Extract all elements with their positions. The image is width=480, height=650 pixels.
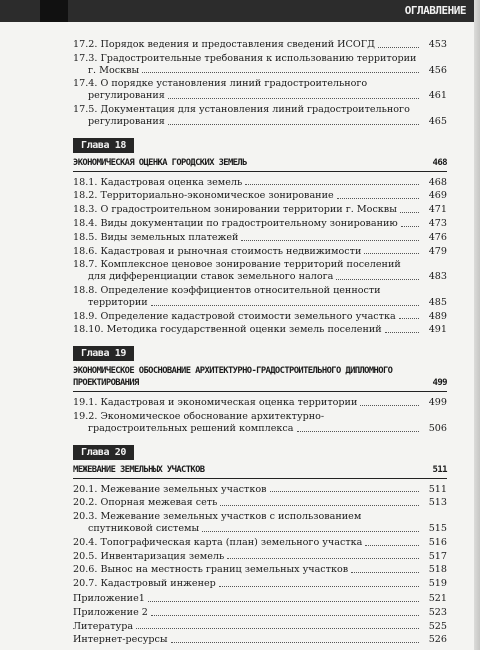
toc-page-number: 506 [428, 422, 447, 434]
toc-entry [73, 593, 447, 605]
toc-entry [73, 218, 447, 230]
toc-entry [73, 190, 447, 202]
toc-page-number: 519 [428, 578, 447, 590]
table-of-contents [73, 39, 447, 648]
toc-entry [73, 621, 447, 633]
dot-leader [364, 253, 419, 254]
toc-entry-title: 20.5. Инвентаризация земель [73, 550, 225, 562]
toc-entry-title: Интернет-ресурсы [73, 634, 168, 646]
dot-leader [337, 198, 419, 199]
toc-page-number: 518 [428, 564, 447, 576]
toc-entry-title: 19.2. Экономическое обоснование архитектурно-градостроительных решений комплекса [73, 410, 325, 434]
toc-page-number: 517 [428, 550, 447, 562]
toc-entry-title: Приложение1 [73, 592, 145, 604]
toc-entry [73, 232, 447, 244]
dot-leader [385, 332, 419, 333]
chapter-page-number: 499 [432, 378, 447, 389]
chapter-heading [73, 440, 447, 479]
dot-leader [148, 601, 419, 602]
chapter-rule [73, 391, 447, 392]
toc-page-number: 485 [428, 296, 447, 308]
dot-leader [360, 405, 419, 406]
toc-entry-title: 20.1. Межевание земельных участков [73, 483, 267, 495]
toc-entry [73, 511, 447, 535]
toc-page-number: 456 [428, 64, 447, 76]
dot-leader [142, 72, 419, 73]
chapter-label: Глава 20 [73, 445, 134, 460]
toc-entry-title: 20.4. Топографическая карта (план) земельного участка [73, 536, 363, 548]
toc-entry [73, 578, 447, 590]
toc-page-number: 521 [428, 592, 447, 604]
toc-page-number: 499 [428, 397, 447, 409]
toc-page-number: 473 [428, 217, 447, 229]
toc-entry [73, 537, 447, 549]
toc-entry [73, 246, 447, 258]
toc-page-number: 516 [428, 536, 447, 548]
dot-leader [151, 615, 419, 616]
dot-leader [336, 279, 419, 280]
dot-leader [219, 586, 419, 587]
toc-page-number: 453 [428, 39, 447, 50]
toc-entry [73, 411, 447, 435]
chapter-title-text: ЭКОНОМИЧЕСКАЯ ОЦЕНКА ГОРОДСКИХ ЗЕМЕЛЬ [73, 157, 247, 168]
toc-entry [73, 311, 447, 323]
page-edge [474, 0, 480, 650]
toc-page-number: 515 [428, 522, 447, 534]
dot-leader [151, 305, 419, 306]
dot-leader [351, 572, 419, 573]
toc-entry-title: 18.10. Методика государственной оценки земель поселений [73, 324, 382, 336]
toc-entry [73, 177, 447, 189]
toc-entry-title: 20.2. Опорная межевая сеть [73, 497, 218, 509]
toc-entry-title: 19.1. Кадастровая и экономическая оценка территории [73, 397, 358, 409]
toc-entry-title: 18.8. Определение коэффициентов относительной ценности территории [73, 284, 381, 308]
dot-leader [400, 212, 419, 213]
toc-entry [73, 397, 447, 409]
chapter-label: Глава 19 [73, 346, 134, 361]
chapter-rule [73, 171, 447, 172]
chapter-label: Глава 18 [73, 138, 134, 153]
toc-entry-title: 18.5. Виды земельных платежей [73, 231, 239, 243]
toc-page-number: 511 [428, 483, 447, 495]
toc-entry [73, 497, 447, 509]
toc-entry-title: Литература [73, 620, 134, 632]
toc-entry-title: 17.2. Порядок ведения и предоставления сведений ИСОГД [73, 39, 375, 50]
toc-entry [73, 78, 447, 102]
toc-entry [73, 564, 447, 576]
dot-leader [136, 628, 419, 629]
toc-entry [73, 104, 447, 128]
toc-entry-title: 18.6. Кадастровая и рыночная стоимость недвижимости [73, 245, 362, 257]
toc-entry-title: 18.2. Территориально-экономическое зонирование [73, 190, 334, 202]
chapter-page-number: 468 [432, 157, 447, 168]
dot-leader [297, 431, 420, 432]
chapter-page-number: 511 [432, 464, 447, 475]
toc-page-number: 471 [428, 204, 447, 216]
toc-entry [73, 634, 447, 646]
toc-page-number: 513 [428, 497, 447, 509]
dot-leader [171, 642, 420, 643]
dot-leader [220, 505, 419, 506]
toc-page-number: 465 [428, 115, 447, 127]
chapter-title [73, 157, 447, 169]
toc-entry [73, 551, 447, 563]
chapter-title-text: МЕЖЕВАНИЕ ЗЕМЕЛЬНЫХ УЧАСТКОВ [73, 464, 205, 475]
dot-leader [270, 491, 419, 492]
toc-entry-title: Приложение 2 [73, 606, 148, 618]
dot-leader [365, 545, 419, 546]
dot-leader [399, 318, 419, 319]
chapter-title [73, 365, 447, 389]
toc-entry-title: 17.5. Документация для установления линий градостроительного регулирования [73, 103, 410, 127]
toc-entry-title: 18.9. Определение кадастровой стоимости земельного участка [73, 310, 396, 322]
toc-entry [73, 53, 447, 77]
toc-page-number: 525 [428, 620, 447, 632]
chapter-title-text: ЭКОНОМИЧЕСКОЕ ОБОСНОВАНИЕ АРХИТЕКТУРНО-ГРАДОСТРОИТЕЛЬНОГО ДИПЛОМНОГО ПРОЕКТИРОВАНИЯ [73, 366, 393, 389]
dot-leader [245, 184, 419, 185]
toc-entry-title: 20.7. Кадастровый инженер [73, 578, 216, 590]
chapter-rule [73, 478, 447, 479]
toc-entry-title: 18.7. Комплексное ценовое зонирование территорий поселений для дифференциации ставок земельного налога [73, 259, 401, 283]
toc-entry [73, 285, 447, 309]
toc-page-number: 461 [428, 90, 447, 102]
page-header [0, 0, 480, 22]
toc-page-number: 489 [428, 310, 447, 322]
dot-leader [168, 124, 419, 125]
toc-page-number: 483 [428, 271, 447, 283]
toc-entry-title: 20.6. Вынос на местность границ земельных участков [73, 564, 349, 576]
chapter-heading [73, 133, 447, 172]
dot-leader [168, 98, 419, 99]
dot-leader [241, 240, 419, 241]
toc-page-number: 526 [428, 634, 447, 646]
toc-page-number: 476 [428, 231, 447, 243]
toc-entry-title: 18.4. Виды документации по градостроительному зонированию [73, 217, 398, 229]
dot-leader [202, 531, 419, 532]
toc-entry-title: 18.3. О градостроительном зонировании территории г. Москвы [73, 204, 397, 216]
toc-page-number: 468 [428, 176, 447, 188]
dot-leader [401, 226, 419, 227]
chapter-title [73, 464, 447, 476]
toc-entry [73, 484, 447, 496]
toc-entry-title: 18.1. Кадастровая оценка земель [73, 176, 243, 188]
toc-page-number: 479 [428, 245, 447, 257]
toc-page-number: 469 [428, 190, 447, 202]
dot-leader [378, 47, 419, 48]
toc-entry-title: 20.3. Межевание земельных участков с использованием спутниковой системы [73, 511, 362, 534]
toc-page-number: 491 [428, 324, 447, 336]
toc-entry [73, 39, 447, 51]
dot-leader [227, 558, 419, 559]
toc-page-number: 523 [428, 606, 447, 618]
toc-entry [73, 204, 447, 216]
toc-entry-title: 17.3. Градостроительные требования к использованию территории г. Москвы [73, 52, 417, 76]
running-title: ОГЛАВЛЕНИЕ [404, 4, 466, 17]
chapter-heading [73, 341, 447, 392]
toc-entry-title: 17.4. О порядке установления линий градостроительного регулирования [73, 78, 368, 102]
header-tab-block [40, 0, 68, 22]
toc-entry [73, 324, 447, 336]
toc-entry [73, 607, 447, 619]
toc-entry [73, 259, 447, 283]
